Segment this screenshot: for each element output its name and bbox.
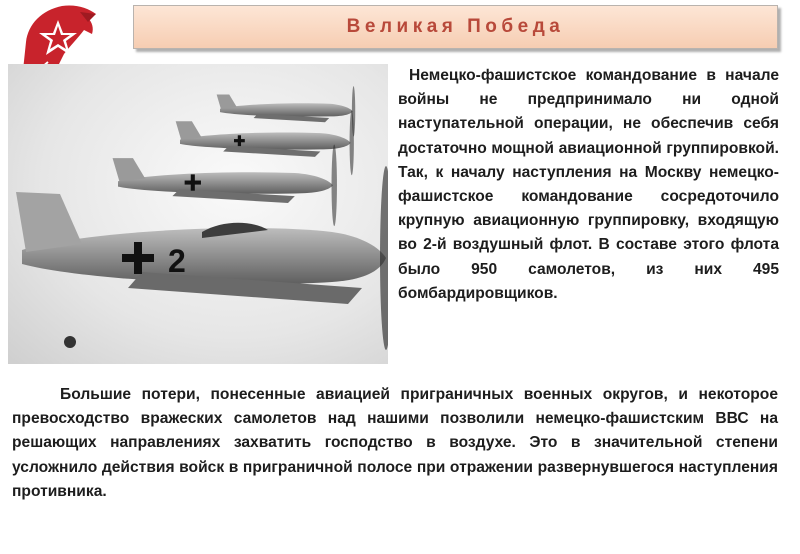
- aircraft-2: [113, 144, 337, 226]
- aircraft-3: [176, 110, 354, 175]
- title-banner: [133, 5, 778, 49]
- aircraft-4: [217, 86, 356, 136]
- paragraph-2: Большие потери, понесенные авиацией приграничных военных округов, и некоторое превосходство вражеских самолетов над нашими позволили немецко-фашистским ВВС на решающих направлениях захватить господство в воздухе. Это в значительной степени усложнило действия войск в приграничной полосе при отражении развернувшегося наступления противника.: [12, 386, 778, 500]
- page-title: Великая Победа: [346, 16, 565, 37]
- aircraft-photo: [8, 64, 388, 364]
- paragraph-1: Немецко-фашистское командование в начале войны не предпринимало ни одной наступательной операции, не обеспечив себя достаточно мощной авиационной группировкой. Так, к началу наступления на Москву немецко-фашистское командование сосредоточило крупную авиационную группировку, входящую во 2-й воздушный флот. В составе этого флота было 950 самолетов, из них 495 бомбардировщиков.: [398, 67, 779, 302]
- tail-number: 2: [168, 243, 186, 279]
